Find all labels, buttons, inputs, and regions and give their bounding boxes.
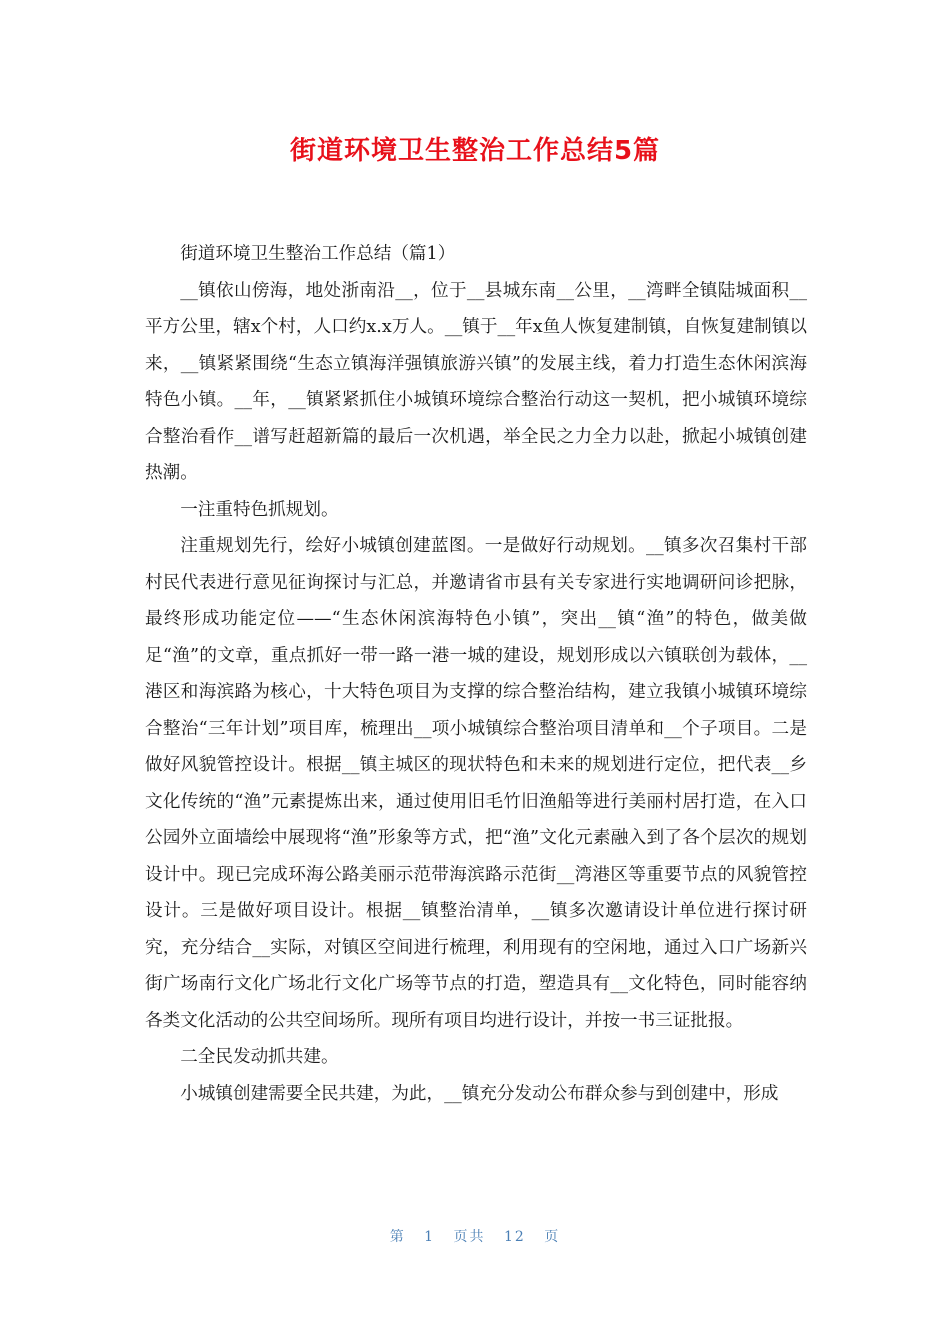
footer-total-pages: 12	[504, 1229, 526, 1245]
footer-prefix: 第	[389, 1229, 406, 1245]
page-footer	[0, 1226, 950, 1246]
footer-page-number: 1	[424, 1229, 436, 1245]
paragraph: __镇依山傍海，地处浙南沿__，位于__县城东南__公里，__湾畔全镇陆城面积__平方公里，辖x个村，人口约x.x万人。__镇于__年x鱼人恢复建制镇，自恢复建制镇以来，__镇紧紧围绕“生态立镇海洋强镇旅游兴镇”的发展主线，着力打造生态休闲滨海特色小镇。__年，__镇紧紧抓住小城镇环境综合整治行动这一契机，把小城镇环境综合整治看作__谱写赶超新篇的最后一次机遇，举全民之力全力以赴，掀起小城镇创建热潮。	[145, 280, 807, 483]
subheading: 二全民发动抓共建。	[180, 1047, 339, 1067]
paragraph: 注重规划先行，绘好小城镇创建蓝图。一是做好行动规划。__镇多次召集村干部村民代表进行意见征询探讨与汇总，并邀请省市县有关专家进行实地调研问诊把脉，最终形成功能定位——“生态休闲滨海特色小镇”，突出__镇“渔”的特色，做美做足“渔”的文章，重点抓好一带一路一港一城的建设，规划形成以六镇联创为载体，__港区和海滨路为核心，十大特色项目为支撑的综合整治结构，建立我镇小城镇环境综合整治“三年计划”项目库，梳理出__项小城镇综合整治项目清单和__个子项目。二是做好风貌管控设计。根据__镇主城区的现状特色和未来的规划进行定位，把代表__乡文化传统的“渔”元素提炼出来，通过使用旧毛竹旧渔船等进行美丽村居打造，在入口公园外立面墙绘中展现将“渔”形象等方式，把“渔”文化元素融入到了各个层次的规划设计中。现已完成环海公路美丽示范带海滨路示范街__湾港区等重要节点的风貌管控设计。三是做好项目设计。根据__镇整治清单，__镇多次邀请设计单位进行探讨研究，充分结合__实际，对镇区空间进行梳理，利用现有的空闲地，通过入口广场新兴街广场南行文化广场北行文化广场等节点的打造，塑造具有__文化特色，同时能容纳各类文化活动的公共空间场所。现所有项目均进行设计，并按一书三证批报。	[145, 536, 807, 1031]
paragraph: 小城镇创建需要全民共建，为此，__镇充分发动公布群众参与到创建中，形成	[180, 1083, 779, 1104]
document-title: 街道环境卫生整治工作总结5篇	[289, 136, 661, 166]
section-heading: 街道环境卫生整治工作总结（篇1）	[180, 244, 456, 264]
subheading: 一注重特色抓规划。	[180, 499, 339, 520]
footer-suffix: 页	[544, 1229, 561, 1245]
document-body	[145, 236, 807, 1112]
footer-mid: 页共	[453, 1229, 486, 1245]
